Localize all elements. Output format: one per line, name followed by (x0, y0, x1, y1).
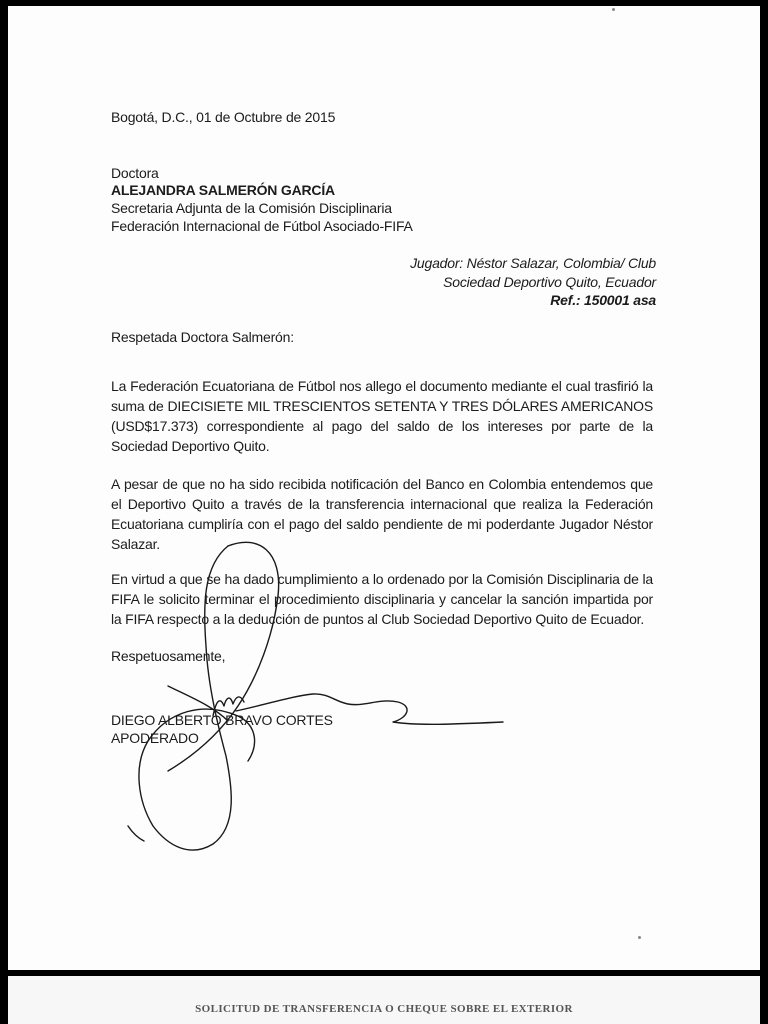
signer-role: APODERADO (111, 730, 199, 746)
signer-name: DIEGO ALBERTO BRAVO CORTES (111, 712, 333, 728)
recipient-organization: Federación Internacional de Fútbol Asociado-FIFA (111, 218, 413, 234)
recipient-title: Doctora (111, 165, 159, 181)
paragraph-request: En virtud a que se ha dado cumplimiento a lo ordenado por la Comisión Disciplinaria de la FIFA le solicito terminar el procedimiento disciplinaria y cancelar la sanción impartida por la FIFA respecto a la deducción de puntos al Club Sociedad Deportivo Quito de Ecuador. (111, 571, 653, 627)
paragraph-payment: La Federación Ecuatoriana de Fútbol nos allego el documento mediante el cual trasfirió la suma de DIECISIETE MIL TRESCIENTOS SETENTA Y TRES DÓLARES AMERICANOS (USD$17.373) correspondiente al pago del saldo de los intereses por parte de la Sociedad Deportivo Quito. (111, 378, 653, 454)
recipient-name: ALEJANDRA SALMERÓN GARCÍA (111, 182, 335, 198)
date-line: Bogotá, D.C., 01 de Octubre de 2015 (111, 109, 336, 125)
closing: Respetuosamente, (111, 648, 226, 664)
reference-club: Sociedad Deportivo Quito, Ecuador (443, 274, 656, 290)
paragraph-notification: A pesar de que no ha sido recibida notificación del Banco en Colombia entendemos que el Deportivo Quito a través de la transferencia internacional que realiza la Federación Ecuatoriana cumpliría con el pago del saldo pendiente de mi poderdante Jugador Néstor Salazar. (111, 476, 653, 552)
next-page-strip (8, 976, 760, 1024)
reference-number: Ref.: 150001 asa (550, 292, 656, 308)
recipient-position: Secretaria Adjunta de la Comisión Disciplinaria (111, 200, 392, 216)
scan-speck (612, 8, 615, 11)
scan-speck (638, 936, 641, 939)
reference-player: Jugador: Néstor Salazar, Colombia/ Club (410, 255, 656, 271)
next-page-title: SOLICITUD DE TRANSFERENCIA O CHEQUE SOBRE EL EXTERIOR (195, 1003, 573, 1015)
letter-page (8, 6, 760, 970)
greeting: Respetada Doctora Salmerón: (111, 329, 294, 345)
